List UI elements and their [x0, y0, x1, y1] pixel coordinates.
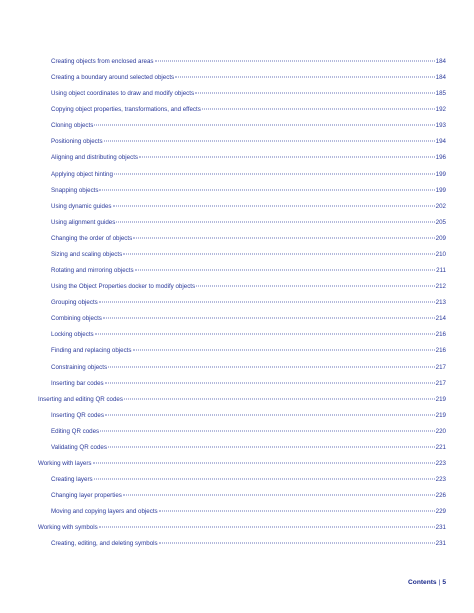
toc-dot-leader [108, 446, 435, 447]
toc-dot-leader [123, 253, 434, 254]
toc-entry-page-number: 210 [435, 250, 446, 258]
toc-entry-title: Working with symbols [38, 524, 98, 532]
toc-entry-title: Cloning objects [51, 122, 94, 130]
toc-entry-title: Editing QR codes [51, 427, 100, 435]
toc-entry-page-number: 219 [435, 395, 446, 403]
toc-entry[interactable] [51, 187, 446, 199]
footer-section-label: Contents [408, 579, 437, 586]
toc-dot-leader [104, 141, 435, 142]
toc-entry[interactable] [51, 203, 446, 215]
toc-entry-title: Inserting QR codes [51, 411, 104, 419]
toc-entry-title: Creating, editing, and deleting symbols [51, 540, 158, 548]
toc-entry-page-number: 199 [435, 170, 446, 178]
toc-entry-page-number: 216 [435, 331, 446, 339]
toc-dot-leader [196, 286, 435, 287]
toc-entry-title: Moving and copying layers and objects [51, 508, 158, 516]
toc-entry-page-number: 209 [435, 234, 446, 242]
toc-entry-title: Working with layers [38, 460, 92, 467]
toc-dot-leader [105, 414, 435, 415]
toc-entry-title: Changing the order of objects [51, 234, 133, 242]
toc-entry-title: Finding and replacing objects [51, 347, 132, 355]
toc-entry-page-number: 211 [436, 267, 446, 275]
toc-dot-leader [93, 463, 435, 464]
toc-dot-leader [99, 189, 434, 190]
toc-dot-leader [155, 61, 435, 62]
toc-entry[interactable] [51, 444, 446, 456]
toc-entry[interactable] [51, 267, 446, 279]
toc-entry[interactable] [51, 412, 446, 424]
toc-dot-leader [195, 93, 435, 94]
toc-entry-title: Using the Object Properties docker to modify objects [51, 283, 196, 291]
toc-entry-page-number: 217 [435, 379, 446, 387]
toc-dot-leader [139, 157, 435, 158]
toc-entry-title: Sizing and scaling objects [51, 250, 123, 258]
toc-entry[interactable] [51, 106, 446, 118]
toc-entry-title: Applying object hinting [51, 170, 113, 178]
toc-entry-page-number: 226 [435, 492, 446, 500]
toc-entry[interactable] [51, 331, 446, 343]
toc-entry[interactable] [51, 283, 446, 295]
toc-entry[interactable] [51, 364, 446, 376]
toc-entry-page-number: 192 [435, 106, 446, 114]
toc-entry-page-number: 212 [435, 283, 446, 291]
toc-entry-title: Changing layer properties [51, 492, 122, 500]
toc-entry-page-number: 205 [435, 218, 446, 226]
toc-dot-leader [159, 543, 435, 544]
toc-entry-title: Using object coordinates to draw and modify objects [51, 90, 195, 98]
toc-entry-title: Positioning objects [51, 138, 103, 146]
toc-entry[interactable] [51, 251, 446, 263]
toc-entry-title: Using alignment guides [51, 218, 116, 226]
toc-entry-page-number: 231 [435, 524, 446, 532]
toc-section-entry[interactable] [38, 396, 446, 408]
toc-entry-page-number: 185 [435, 90, 446, 98]
toc-entry-page-number: 184 [435, 74, 446, 82]
toc-dot-leader [113, 205, 435, 206]
toc-entry-page-number: 193 [435, 122, 446, 130]
toc-entry-title: Creating layers [51, 476, 93, 484]
toc-entry-title: Combining objects [51, 315, 102, 323]
toc-dot-leader [133, 237, 434, 238]
toc-entry-title: Grouping objects [51, 299, 98, 307]
toc-entry[interactable] [51, 58, 446, 70]
toc-entry-page-number: 217 [435, 363, 446, 371]
toc-entry-title: Validating QR codes [51, 443, 107, 451]
toc-dot-leader [99, 302, 435, 303]
toc-dot-leader [159, 511, 435, 512]
toc-entry-page-number: 202 [435, 202, 446, 210]
toc-dot-leader [175, 77, 435, 78]
toc-dot-leader [133, 350, 435, 351]
toc-entry[interactable] [51, 428, 446, 440]
toc-entry-title: Constraining objects [51, 363, 108, 371]
toc-dot-leader [99, 527, 435, 528]
toc-entry-page-number: 220 [435, 427, 446, 435]
toc-entry-page-number: 184 [435, 58, 446, 65]
toc-entry[interactable] [51, 138, 446, 150]
toc-entry-title: Inserting and editing QR codes [38, 395, 123, 403]
footer-separator: | [438, 579, 441, 586]
toc-entry[interactable] [51, 154, 446, 166]
toc-entry[interactable] [51, 122, 446, 134]
toc-dot-leader [116, 221, 434, 222]
toc-dot-leader [94, 479, 435, 480]
toc-dot-leader [123, 495, 435, 496]
toc-entry[interactable] [51, 492, 446, 504]
toc-dot-leader [94, 125, 434, 126]
toc-dot-leader [124, 398, 435, 399]
toc-entry[interactable] [51, 508, 446, 520]
toc-entry-page-number: 194 [435, 138, 446, 146]
toc-entry[interactable] [51, 299, 446, 311]
toc-entry[interactable] [51, 476, 446, 488]
toc-entry[interactable] [51, 235, 446, 247]
toc-entry[interactable] [51, 90, 446, 102]
toc-dot-leader [103, 318, 435, 319]
toc-entry-page-number: 223 [435, 476, 446, 484]
toc-entry-title: Using dynamic guides [51, 202, 112, 210]
toc-entry-title: Aligning and distributing objects [51, 154, 139, 162]
toc-entry-title: Rotating and mirroring objects [51, 267, 134, 275]
toc-entry-page-number: 223 [435, 460, 446, 467]
toc-entry-page-number: 196 [435, 154, 446, 162]
toc-entry[interactable] [51, 315, 446, 327]
toc-dot-leader [108, 366, 435, 367]
toc-entry[interactable] [51, 540, 446, 552]
toc-dot-leader [202, 109, 435, 110]
page-footer [408, 579, 446, 586]
toc-entry-title: Locking objects [51, 331, 94, 339]
toc-entry-title: Inserting bar codes [51, 379, 104, 387]
toc-dot-leader [135, 270, 436, 271]
toc-dot-leader [95, 334, 435, 335]
toc-entry-page-number: 229 [435, 508, 446, 516]
toc-entry-page-number: 213 [435, 299, 446, 307]
toc-entry-title: Creating a boundary around selected objects [51, 74, 175, 82]
toc-section-entry[interactable] [38, 524, 446, 536]
toc-entry-title: Copying object properties, transformations, and effects [51, 106, 201, 114]
toc-entry[interactable] [51, 171, 446, 183]
toc-dot-leader [105, 382, 435, 383]
toc-entry-page-number: 199 [435, 186, 446, 194]
toc-entry[interactable] [51, 74, 446, 86]
toc-dot-leader [114, 173, 435, 174]
footer-page-number: 5 [442, 579, 446, 586]
toc-entry-page-number: 216 [435, 347, 446, 355]
toc-entry-page-number: 221 [435, 443, 446, 451]
toc-entry-page-number: 231 [435, 540, 446, 548]
toc-entry[interactable] [51, 347, 446, 359]
toc-entry[interactable] [51, 380, 446, 392]
toc-entry[interactable] [51, 219, 446, 231]
toc-entry-title: Creating objects from enclosed areas [51, 58, 154, 65]
toc-section-entry[interactable] [38, 460, 446, 472]
toc-entry-title: Snapping objects [51, 186, 99, 194]
toc-dot-leader [100, 430, 435, 431]
toc-entry-page-number: 214 [435, 315, 446, 323]
toc-entry-page-number: 219 [435, 411, 446, 419]
